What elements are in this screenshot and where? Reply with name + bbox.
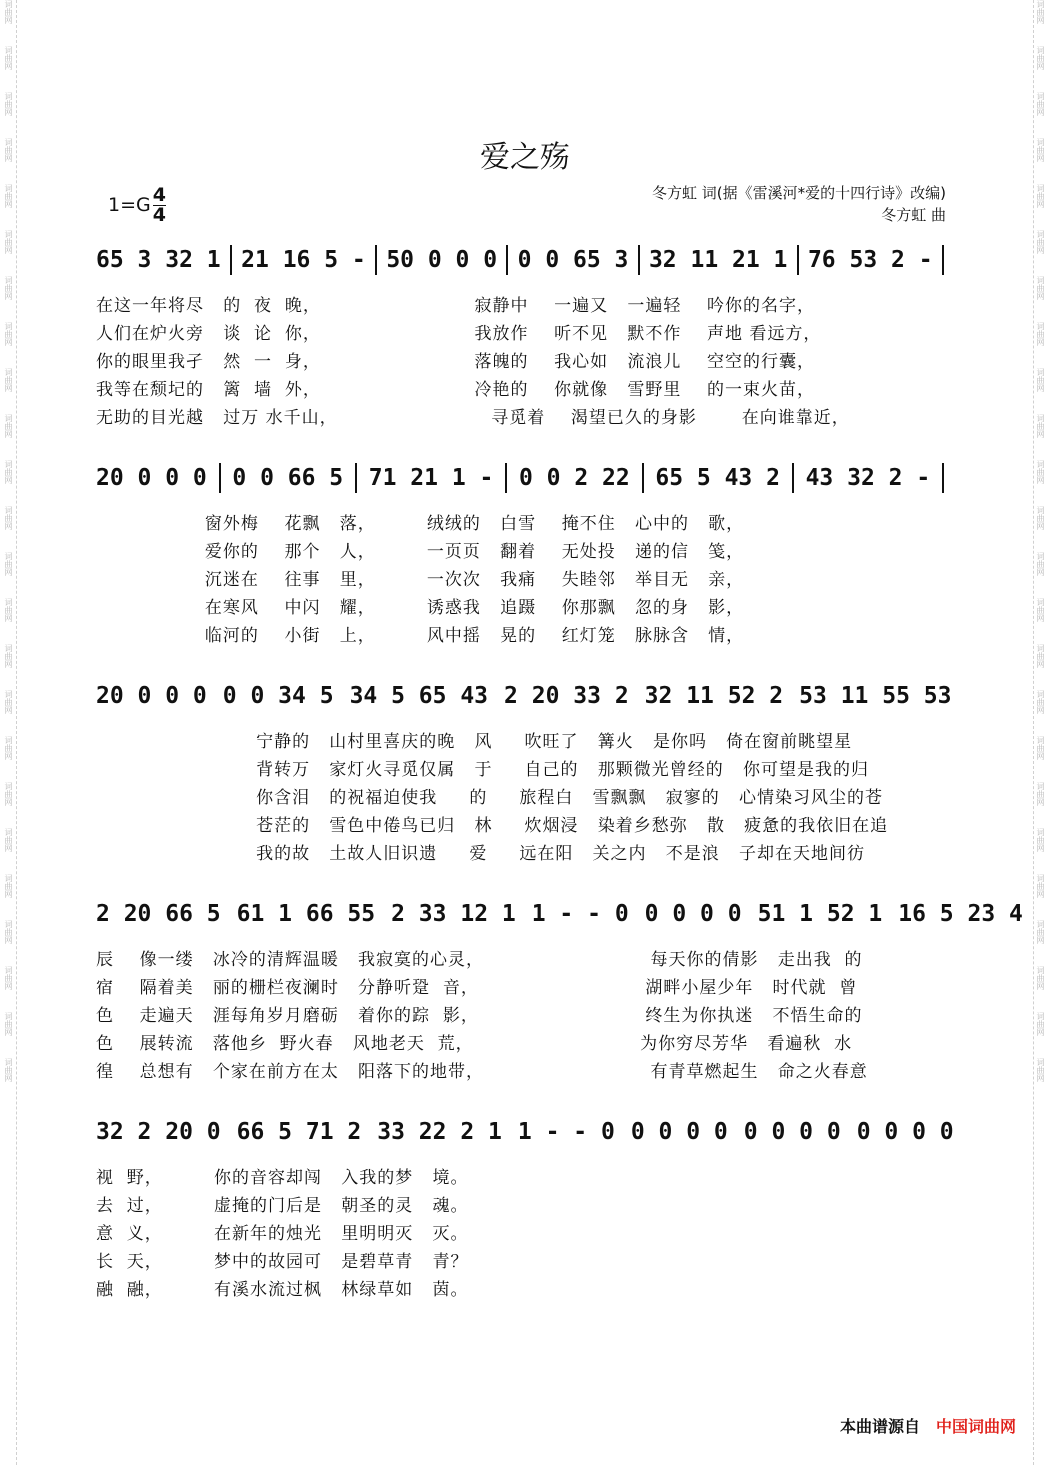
lyric-line: 我的故 土故人旧识遗 爱 远在阳 关之内 不是浪 子却在天地间彷 xyxy=(96,844,865,864)
measure: 2 33 12 1 xyxy=(391,901,516,927)
barline xyxy=(375,245,377,275)
watermark-text: 词曲网 xyxy=(1036,874,1045,898)
barline xyxy=(355,463,357,493)
site-name: 中国词曲网 xyxy=(935,1417,1016,1436)
watermark-text: 词曲网 xyxy=(1036,552,1045,576)
lyric-line: 沉迷在 往事 里， 一次次 我痛 失睦邻 举目无 亲， xyxy=(96,570,745,590)
source-footer xyxy=(840,1414,1016,1437)
notation-line xyxy=(96,894,1023,934)
lyrics-block xyxy=(96,292,952,432)
measure: 0 0 0 0 xyxy=(644,901,742,927)
lyric-line: 你含泪 的祝福迫使我 的 旅程白 雪飘飘 寂寥的 心情染习风尘的苍 xyxy=(96,788,883,808)
watermark-text: 词曲网 xyxy=(4,782,13,806)
lyric-line: 在这一年将尽 的 夜 晚， 寂静中 一遍又 一遍轻 吟你的名字， xyxy=(96,296,815,316)
watermark-text: 词曲网 xyxy=(1036,46,1045,70)
measure: 50 0 0 0 xyxy=(386,247,498,273)
watermark-text: 词曲网 xyxy=(4,966,13,990)
measure: 0 0 34 5 xyxy=(222,683,334,709)
watermark-text: 词曲网 xyxy=(1036,1012,1045,1036)
measure: 65 5 43 2 xyxy=(655,465,780,491)
lyric-line: 背转万 家灯火寻觅仅属 于 自己的 那颗微光曾经的 你可望是我的归 xyxy=(96,760,869,780)
lyric-line: 视 野， 你的音容却闯 入我的梦 境。 xyxy=(96,1168,469,1188)
watermark-text: 词曲网 xyxy=(1036,322,1045,346)
watermark-text: 词曲网 xyxy=(1036,644,1045,668)
lyric-line: 色 走遍天 涯每角岁月磨砺 着你的踪 影， 终生为你执迷 不悟生命的 xyxy=(96,1006,863,1026)
measure: 16 5 23 4 xyxy=(898,901,1023,927)
watermark-text: 词曲网 xyxy=(4,1012,13,1036)
barline xyxy=(638,245,640,275)
watermark-text: 词曲网 xyxy=(4,138,13,162)
watermark-text: 词曲网 xyxy=(1036,966,1045,990)
watermark-text: 词曲网 xyxy=(1036,138,1045,162)
lyric-line: 长 天， 梦中的故园可 是碧草青 青？ xyxy=(96,1252,469,1272)
watermark-text: 词曲网 xyxy=(1036,506,1045,530)
watermark-text: 词曲网 xyxy=(4,506,13,530)
key-label: 1=G xyxy=(108,194,151,216)
right-watermark-strip xyxy=(1033,0,1048,1465)
watermark-text: 词曲网 xyxy=(1036,230,1045,254)
watermark-text: 词曲网 xyxy=(1036,460,1045,484)
lyric-line: 窗外梅 花飘 落， 绒绒的 白雪 掩不住 心中的 歌， xyxy=(96,514,745,534)
score-system xyxy=(96,1112,952,1304)
barline xyxy=(219,463,221,493)
measure: 32 11 21 1 xyxy=(648,247,788,273)
lyric-line: 去 过， 虚掩的门后是 朝圣的灵 魂。 xyxy=(96,1196,469,1216)
measure: 1 - - 0 xyxy=(517,1119,615,1145)
watermark-text: 词曲网 xyxy=(1036,828,1045,852)
lyric-line: 意 义， 在新年的烛光 里明明灭 灭。 xyxy=(96,1224,469,1244)
key-signature xyxy=(108,186,166,225)
lyric-line: 我等在颓圮的 篱 墙 外， 冷艳的 你就像 雪野里 的一束火苗， xyxy=(96,380,815,400)
notation-line xyxy=(96,1112,952,1152)
measure: 61 1 66 55 xyxy=(236,901,376,927)
credits xyxy=(652,182,946,226)
lyric-line: 宁静的 山村里喜庆的晚 风 吹旺了 篝火 是你吗 倚在窗前眺望星 xyxy=(96,732,853,752)
measure: 0 0 66 5 xyxy=(232,465,344,491)
watermark-text: 词曲网 xyxy=(1036,920,1045,944)
watermark-text: 词曲网 xyxy=(1036,184,1045,208)
lyric-line: 苍茫的 雪色中倦鸟已归 林 炊烟浸 染着乡愁弥 散 疲惫的我依旧在追 xyxy=(96,816,889,836)
measure: 51 1 52 1 xyxy=(757,901,883,927)
watermark-text: 词曲网 xyxy=(4,736,13,760)
barline xyxy=(797,245,799,275)
measure: 43 32 2 - xyxy=(805,465,931,491)
notation-line xyxy=(96,458,952,498)
barline xyxy=(942,463,944,493)
score-system xyxy=(96,676,952,868)
lyricist-credit: 冬方虹 词(据《雷溪河*爱的十四行诗》改编) xyxy=(652,184,946,202)
measure: 32 11 52 2 xyxy=(644,683,784,709)
watermark-text: 词曲网 xyxy=(4,552,13,576)
watermark-text: 词曲网 xyxy=(4,46,13,70)
measure: 0 0 0 0 xyxy=(743,1119,841,1145)
watermark-text: 词曲网 xyxy=(4,184,13,208)
lyric-line: 辰 像一缕 冰冷的清辉温暖 我寂寞的心灵， 每天你的倩影 走出我 的 xyxy=(96,950,863,970)
watermark-text: 词曲网 xyxy=(1036,782,1045,806)
measure: 66 5 71 2 xyxy=(236,1119,362,1145)
lyric-line: 你的眼里我孑 然 一 身， 落魄的 我心如 流浪儿 空空的行囊， xyxy=(96,352,815,372)
watermark-text: 词曲网 xyxy=(4,92,13,116)
composer-credit: 冬方虹 曲 xyxy=(881,206,946,224)
watermark-text: 词曲网 xyxy=(4,874,13,898)
lyric-line: 融 融， 有溪水流过枫 林绿草如 茵。 xyxy=(96,1280,469,1300)
left-watermark-strip xyxy=(2,0,17,1465)
watermark-text: 词曲网 xyxy=(4,828,13,852)
watermark-text: 词曲网 xyxy=(4,690,13,714)
barline xyxy=(942,245,944,275)
measure: 0 0 65 3 xyxy=(517,247,629,273)
watermark-text: 词曲网 xyxy=(4,322,13,346)
watermark-text: 词曲网 xyxy=(1036,414,1045,438)
lyric-line: 人们在炉火旁 谈 论 你， 我放作 听不见 默不作 声地 看远方， xyxy=(96,324,822,344)
watermark-text: 词曲网 xyxy=(4,920,13,944)
measure: 0 0 2 22 xyxy=(518,465,630,491)
watermark-text: 词曲网 xyxy=(1036,1058,1045,1082)
meter-bottom: 4 xyxy=(152,204,166,226)
watermark-text: 词曲网 xyxy=(4,368,13,392)
measure: 33 22 2 1 xyxy=(377,1119,502,1145)
watermark-text: 词曲网 xyxy=(1036,736,1045,760)
measure: 20 0 0 0 xyxy=(96,465,207,491)
barline xyxy=(642,463,644,493)
watermark-text: 词曲网 xyxy=(4,0,13,24)
lyrics-block xyxy=(96,728,952,868)
watermark-text: 词曲网 xyxy=(1036,598,1045,622)
watermark-text: 词曲网 xyxy=(4,1058,13,1082)
barline xyxy=(506,245,508,275)
lyrics-block xyxy=(96,946,952,1086)
measure: 76 53 2 - xyxy=(807,247,933,273)
measure: 0 0 0 0 xyxy=(630,1119,728,1145)
score-system xyxy=(96,458,952,650)
barline xyxy=(792,463,794,493)
time-signature xyxy=(153,186,166,225)
barline xyxy=(505,463,507,493)
measure: 2 20 66 5 xyxy=(96,901,221,927)
song-title: 爱之殇 xyxy=(480,140,570,175)
measure: 32 2 20 0 xyxy=(96,1119,221,1145)
watermark-text: 词曲网 xyxy=(1036,92,1045,116)
score-system xyxy=(96,240,952,432)
notation-line xyxy=(96,676,952,716)
watermark-text: 词曲网 xyxy=(4,230,13,254)
watermark-text: 词曲网 xyxy=(4,276,13,300)
measure: 0 0 0 0 xyxy=(856,1119,954,1145)
measure: 65 3 32 1 xyxy=(96,247,221,273)
score-system xyxy=(96,894,1023,1086)
watermark-text: 词曲网 xyxy=(4,460,13,484)
source-label: 本曲谱源自 xyxy=(839,1417,920,1436)
watermark-text: 词曲网 xyxy=(4,644,13,668)
lyric-line: 在寒风 中闪 耀， 诱惑我 追蹑 你那飘 忽的身 影， xyxy=(96,598,745,618)
watermark-text: 词曲网 xyxy=(1036,0,1045,24)
watermark-text: 词曲网 xyxy=(4,598,13,622)
notation-line xyxy=(96,240,952,280)
watermark-text: 词曲网 xyxy=(1036,690,1045,714)
measure: 2 20 33 2 xyxy=(504,683,629,709)
lyric-line: 徨 总想有 个家在前方在太 阳落下的地带， 有青草燃起生 命之火春意 xyxy=(96,1062,868,1082)
measure: 21 16 5 - xyxy=(241,247,366,273)
watermark-text: 词曲网 xyxy=(4,414,13,438)
lyric-line: 无助的目光越 过万 水千山， 寻觅着 渴望已久的身影 在向谁靠近， xyxy=(96,408,850,428)
measure: 34 5 65 43 xyxy=(349,683,489,709)
lyrics-block xyxy=(96,1164,952,1304)
measure: 1 - - 0 xyxy=(531,901,629,927)
barline xyxy=(230,245,232,275)
lyric-line: 宿 隔着美 丽的栅栏夜澜时 分静听跫 音， 湖畔小屋少年 时代就 曾 xyxy=(96,978,858,998)
lyric-line: 临河的 小街 上， 风中摇 晃的 红灯笼 脉脉含 情， xyxy=(96,626,745,646)
watermark-text: 词曲网 xyxy=(1036,276,1045,300)
measure: 53 11 55 53 xyxy=(799,683,952,709)
meter-top: 4 xyxy=(152,184,166,206)
watermark-text: 词曲网 xyxy=(1036,368,1045,392)
lyric-line: 色 展转流 落他乡 野火春 风地老天 荒， 为你穷尽芳华 看遍秋 水 xyxy=(96,1034,853,1054)
lyric-line: 爱你的 那个 人， 一页页 翻着 无处投 递的信 笺， xyxy=(96,542,745,562)
measure: 71 21 1 - xyxy=(368,465,494,491)
measure: 20 0 0 0 xyxy=(96,683,207,709)
lyrics-block xyxy=(96,510,952,650)
